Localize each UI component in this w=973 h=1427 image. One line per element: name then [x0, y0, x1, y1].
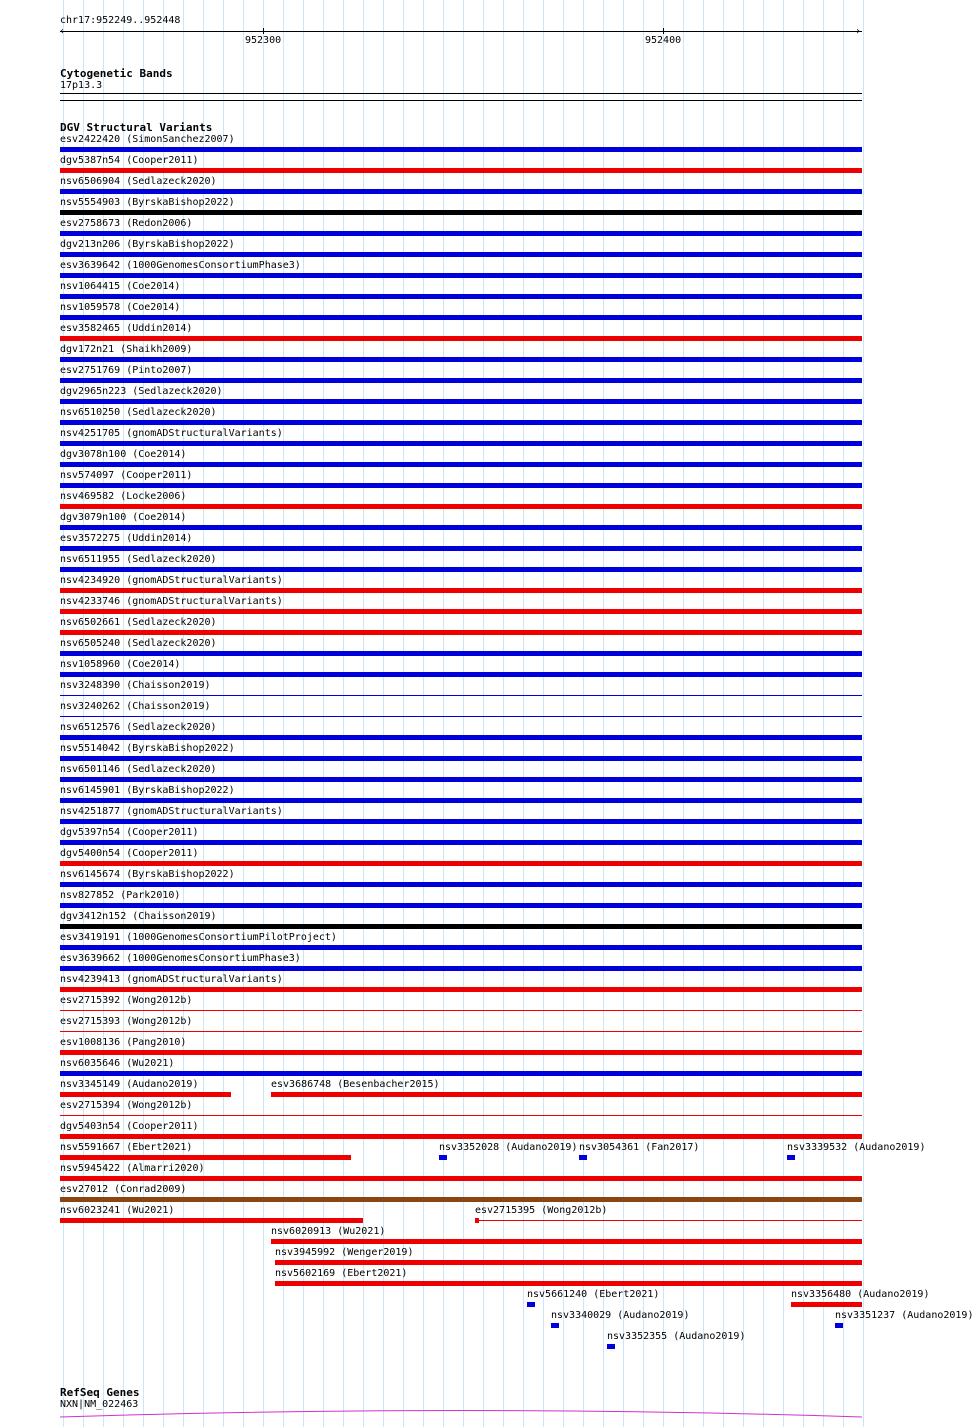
feature-label[interactable]: nsv3248390 (Chaisson2019): [60, 680, 211, 691]
feature-bar[interactable]: [60, 189, 862, 194]
feature-bar[interactable]: [60, 1115, 862, 1116]
feature-bar[interactable]: [60, 840, 862, 845]
feature-label[interactable]: nsv4234920 (gnomADStructuralVariants): [60, 575, 283, 586]
feature-label[interactable]: nsv5514042 (ByrskaBishop2022): [60, 743, 235, 754]
feature-bar[interactable]: [60, 1197, 862, 1202]
feature-bar[interactable]: [60, 695, 862, 696]
grid-line: [863, 0, 864, 1427]
feature-bar[interactable]: [60, 462, 862, 467]
feature-bar[interactable]: [60, 147, 862, 152]
feature-label[interactable]: nsv4239413 (gnomADStructuralVariants): [60, 974, 283, 985]
feature-bar[interactable]: [60, 546, 862, 551]
feature-bar[interactable]: [527, 1302, 535, 1307]
feature-label[interactable]: esv2715392 (Wong2012b): [60, 995, 193, 1006]
feature-label[interactable]: esv3582465 (Uddin2014): [60, 323, 193, 334]
feature-bar[interactable]: [60, 336, 862, 341]
track-title[interactable]: Cytogenetic Bands: [60, 67, 173, 80]
feature-label[interactable]: nsv469582 (Locke2006): [60, 491, 187, 502]
feature-label[interactable]: dgv172n21 (Shaikh2009): [60, 344, 193, 355]
feature-label[interactable]: nsv6506904 (Sedlazeck2020): [60, 176, 217, 187]
feature-bar[interactable]: [60, 1134, 862, 1139]
feature-bar[interactable]: [787, 1155, 795, 1160]
feature-label[interactable]: dgv213n206 (ByrskaBishop2022): [60, 239, 235, 250]
feature-label[interactable]: dgv5403n54 (Cooper2011): [60, 1121, 199, 1132]
feature-bar[interactable]: [271, 1239, 862, 1244]
feature-bar[interactable]: [271, 1092, 862, 1097]
feature-label[interactable]: nsv6502661 (Sedlazeck2020): [60, 617, 217, 628]
feature-bar[interactable]: [60, 483, 862, 488]
feature-label[interactable]: nsv6505240 (Sedlazeck2020): [60, 638, 217, 649]
feature-bar[interactable]: [579, 1155, 587, 1160]
feature-label[interactable]: nsv5945422 (Almarri2020): [60, 1163, 205, 1174]
feature-label[interactable]: dgv3079n100 (Coe2014): [60, 512, 187, 523]
feature-bar[interactable]: [60, 798, 862, 803]
feature-bar[interactable]: [275, 1281, 862, 1286]
feature-bar[interactable]: [60, 231, 862, 236]
feature-label[interactable]: dgv5400n54 (Cooper2011): [60, 848, 199, 859]
cytoband-line: [60, 93, 862, 94]
feature-label[interactable]: nsv3352355 (Audano2019): [607, 1331, 746, 1342]
feature-label[interactable]: nsv5591667 (Ebert2021): [60, 1142, 193, 1153]
feature-label[interactable]: nsv1058960 (Coe2014): [60, 659, 181, 670]
feature-label[interactable]: nsv5554903 (ByrskaBishop2022): [60, 197, 235, 208]
feature-label[interactable]: nsv5602169 (Ebert2021): [275, 1268, 408, 1279]
ruler-tick: [663, 28, 664, 34]
feature-label[interactable]: dgv3412n152 (Chaisson2019): [60, 911, 217, 922]
feature-label[interactable]: nsv3351237 (Audano2019): [835, 1310, 973, 1321]
feature-label[interactable]: nsv6512576 (Sedlazeck2020): [60, 722, 217, 733]
feature-label[interactable]: nsv3945992 (Wenger2019): [275, 1247, 414, 1258]
feature-label[interactable]: esv2715395 (Wong2012b): [475, 1205, 608, 1216]
gene-model[interactable]: [0, 1400, 890, 1427]
feature-label[interactable]: nsv3339532 (Audano2019): [787, 1142, 926, 1153]
feature-label[interactable]: nsv4251877 (gnomADStructuralVariants): [60, 806, 283, 817]
ruler-tick-label: 952400: [645, 35, 682, 46]
ruler-line: [60, 31, 862, 32]
feature-bar[interactable]: [60, 1010, 862, 1011]
feature-bar[interactable]: [60, 651, 862, 656]
feature-bar[interactable]: [60, 525, 862, 530]
feature-label[interactable]: nsv3345149 (Audano2019): [60, 1079, 199, 1090]
feature-label[interactable]: nsv3054361 (Fan2017): [579, 1142, 700, 1153]
location-label: chr17:952249..952448: [60, 15, 181, 26]
feature-label[interactable]: nsv6145901 (ByrskaBishop2022): [60, 785, 235, 796]
feature-label[interactable]: esv2758673 (Redon2006): [60, 218, 193, 229]
gene-intron-line: [60, 1411, 862, 1418]
feature-label[interactable]: esv3639642 (1000GenomesConsortiumPhase3): [60, 260, 301, 271]
feature-label[interactable]: nsv6510250 (Sedlazeck2020): [60, 407, 217, 418]
gene-label[interactable]: NXN|NM_022463: [60, 1399, 139, 1410]
feature-bar[interactable]: [60, 735, 862, 740]
feature-label[interactable]: esv3686748 (Besenbacher2015): [271, 1079, 440, 1090]
track-title[interactable]: RefSeq Genes: [60, 1386, 140, 1399]
feature-bar[interactable]: [60, 756, 862, 761]
feature-label[interactable]: nsv6511955 (Sedlazeck2020): [60, 554, 217, 565]
feature-label[interactable]: esv2422420 (SimonSanchez2007): [60, 134, 235, 145]
feature-label[interactable]: nsv4251705 (gnomADStructuralVariants): [60, 428, 283, 439]
feature-bar[interactable]: [60, 1071, 862, 1076]
feature-bar[interactable]: [60, 882, 862, 887]
feature-bar[interactable]: [60, 777, 862, 782]
ruler-tick: [263, 28, 264, 34]
feature-label[interactable]: esv2715394 (Wong2012b): [60, 1100, 193, 1111]
feature-bar[interactable]: [60, 399, 862, 404]
feature-bar[interactable]: [60, 210, 862, 215]
feature-bar[interactable]: [60, 1031, 862, 1032]
feature-bar[interactable]: [60, 861, 862, 866]
feature-label[interactable]: esv3639662 (1000GenomesConsortiumPhase3): [60, 953, 301, 964]
feature-bar[interactable]: [607, 1344, 615, 1349]
feature-bar[interactable]: [60, 716, 862, 717]
feature-label[interactable]: dgv5397n54 (Cooper2011): [60, 827, 199, 838]
feature-label[interactable]: nsv4233746 (gnomADStructuralVariants): [60, 596, 283, 607]
feature-label[interactable]: nsv6145674 (ByrskaBishop2022): [60, 869, 235, 880]
feature-bar[interactable]: [60, 504, 862, 509]
feature-bar[interactable]: [60, 1155, 351, 1160]
feature-bar[interactable]: [439, 1155, 447, 1160]
feature-label[interactable]: dgv3078n100 (Coe2014): [60, 449, 187, 460]
feature-bar[interactable]: [60, 672, 862, 677]
ruler-tick-label: 952300: [245, 35, 282, 46]
feature-bar[interactable]: [60, 420, 862, 425]
feature-bar[interactable]: [60, 903, 862, 908]
feature-label[interactable]: esv2751769 (Pinto2007): [60, 365, 193, 376]
feature-label[interactable]: nsv6023241 (Wu2021): [60, 1205, 175, 1216]
feature-bar[interactable]: [60, 588, 862, 593]
feature-bar[interactable]: [60, 630, 862, 635]
feature-label[interactable]: nsv3352028 (Audano2019): [439, 1142, 578, 1153]
cytoband-label[interactable]: 17p13.3: [60, 80, 103, 91]
feature-bar[interactable]: [60, 168, 862, 173]
ruler-right-arrow: ›: [855, 26, 862, 37]
feature-label[interactable]: esv2715393 (Wong2012b): [60, 1016, 193, 1027]
feature-bar[interactable]: [475, 1220, 862, 1221]
feature-label[interactable]: esv3572275 (Uddin2014): [60, 533, 193, 544]
track-title[interactable]: DGV Structural Variants: [60, 121, 213, 134]
feature-bar[interactable]: [60, 1050, 862, 1055]
feature-bar[interactable]: [60, 273, 862, 278]
feature-label[interactable]: nsv1064415 (Coe2014): [60, 281, 181, 292]
feature-label[interactable]: nsv6035646 (Wu2021): [60, 1058, 175, 1069]
cytoband-line: [60, 100, 862, 101]
feature-label[interactable]: nsv6020913 (Wu2021): [271, 1226, 386, 1237]
feature-bar[interactable]: [60, 357, 862, 362]
feature-bar[interactable]: [60, 1092, 231, 1097]
feature-label[interactable]: nsv3356480 (Audano2019): [791, 1289, 930, 1300]
feature-label[interactable]: nsv574097 (Cooper2011): [60, 470, 193, 481]
feature-bar[interactable]: [60, 1218, 363, 1223]
feature-label[interactable]: nsv5661240 (Ebert2021): [527, 1289, 660, 1300]
feature-marker[interactable]: [475, 1218, 479, 1223]
feature-bar[interactable]: [60, 966, 862, 971]
feature-label[interactable]: nsv3340029 (Audano2019): [551, 1310, 690, 1321]
feature-label[interactable]: esv27012 (Conrad2009): [60, 1184, 187, 1195]
feature-bar[interactable]: [60, 1176, 862, 1181]
feature-label[interactable]: nsv6501146 (Sedlazeck2020): [60, 764, 217, 775]
feature-bar[interactable]: [835, 1323, 843, 1328]
feature-bar[interactable]: [60, 315, 862, 320]
feature-label[interactable]: nsv827852 (Park2010): [60, 890, 181, 901]
feature-bar[interactable]: [275, 1260, 862, 1265]
feature-label[interactable]: esv1008136 (Pang2010): [60, 1037, 187, 1048]
feature-bar[interactable]: [60, 819, 862, 824]
feature-bar[interactable]: [791, 1302, 862, 1307]
feature-label[interactable]: nsv1059578 (Coe2014): [60, 302, 181, 313]
feature-bar[interactable]: [60, 294, 862, 299]
feature-bar[interactable]: [60, 987, 862, 992]
feature-bar[interactable]: [60, 609, 862, 614]
feature-bar[interactable]: [60, 378, 862, 383]
ruler-left-arrow: ‹: [59, 26, 66, 37]
feature-label[interactable]: nsv3240262 (Chaisson2019): [60, 701, 211, 712]
feature-bar[interactable]: [60, 945, 862, 950]
feature-bar[interactable]: [551, 1323, 559, 1328]
feature-label[interactable]: dgv2965n223 (Sedlazeck2020): [60, 386, 223, 397]
feature-bar[interactable]: [60, 924, 862, 929]
feature-bar[interactable]: [60, 252, 862, 257]
feature-bar[interactable]: [60, 441, 862, 446]
feature-bar[interactable]: [60, 567, 862, 572]
feature-label[interactable]: dgv5387n54 (Cooper2011): [60, 155, 199, 166]
feature-label[interactable]: esv3419191 (1000GenomesConsortiumPilotProject): [60, 932, 337, 943]
